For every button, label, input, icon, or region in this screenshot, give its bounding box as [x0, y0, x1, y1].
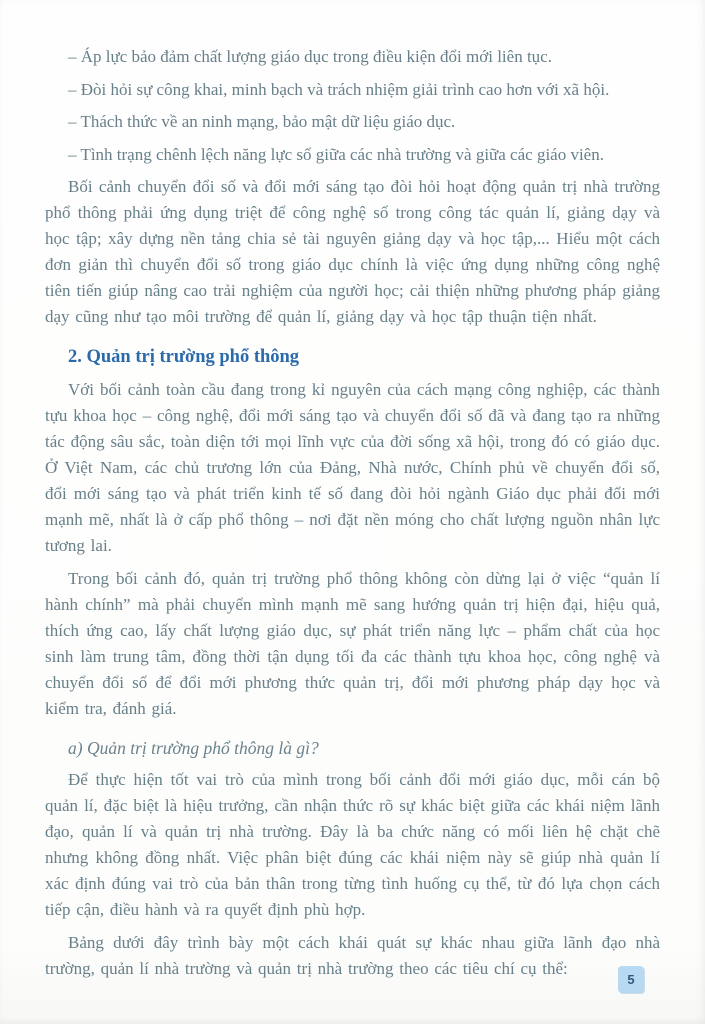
- subsection-heading-what-is-governance: a) Quản trị trường phổ thông là gì?: [68, 738, 319, 758]
- paragraph-manager-roles: Để thực hiện tốt vai trò của mình trong bối cảnh đổi mới giáo dục, mỗi cán bộ quản lí, đặc biệt là hiệu trưởng, cần nhận thức rõ sự khác biệt giữa các khái niệm lãnh đạo, quản lí và quản trị nhà trường. Đây là ba chức năng có mối liên hệ chặt chẽ nhưng không đồng nhất. Việc phân biệt đúng các khái niệm này sẽ giúp nhà quản lí xác định đúng vai trò của bản thân trong từng tình huống cụ thể, từ đó lựa chọn cách tiếp cận, điều hành và ra quyết định phù hợp.: [45, 770, 660, 919]
- paragraph-governance-shift: Trong bối cảnh đó, quản trị trường phổ thông không còn dừng lại ở việc “quản lí hành chính” mà phải chuyển mình mạnh mẽ sang hướng quản trị hiện đại, hiệu quả, thích ứng cao, lấy chất lượng giáo dục, sự phát triển năng lực – phẩm chất của học sinh làm trung tâm, đồng thời tận dụng tối đa các thành tựu khoa học, công nghệ và chuyển đổi số để đổi mới phương thức quản trị, đổi mới phương pháp dạy học và kiểm tra, đánh giá.: [45, 569, 660, 718]
- paragraph-table-intro: Bảng dưới đây trình bày một cách khái quát sự khác nhau giữa lãnh đạo nhà trường, quản lí nhà trường và quản trị nhà trường theo các tiêu chí cụ thể:: [45, 933, 660, 978]
- bullet-item-digital-gap: – Tình trạng chênh lệch năng lực số giữa các nhà trường và giữa các giáo viên.: [68, 144, 604, 164]
- page-number-badge: 5: [618, 966, 644, 993]
- bullet-item-cybersecurity: – Thách thức về an ninh mạng, bảo mật dữ liệu giáo dục.: [68, 112, 456, 131]
- paragraph-digital-transformation-intro: Bối cảnh chuyển đổi số và đổi mới sáng tạo đòi hỏi hoạt động quản trị nhà trường phổ thông phải ứng dụng triệt để công nghệ số trong công tác quản lí, giảng dạy và học tập; xây dựng nền tảng chia sẻ tài nguyên giảng dạy và học tập,... Hiểu một cách đơn giản thì chuyển đổi số trong giáo dục chính là việc ứng dụng những công nghệ tiên tiến giúp nâng cao trải nghiệm của người học; cải thiện những phương pháp giảng dạy cũng như tạo môi trường để quản lí, giảng dạy và học tập thuận tiện nhất.: [45, 177, 660, 326]
- paragraph-global-context: Với bối cảnh toàn cầu đang trong kỉ nguyên của cách mạng công nghiệp, các thành tựu khoa học – công nghệ, đổi mới sáng tạo và chuyển đổi số đã và đang tạo ra những tác động sâu sắc, toàn diện tới mọi lĩnh vực của đời sống xã hội, trong đó có giáo dục. Ở Việt Nam, các chủ trương lớn của Đảng, Nhà nước, Chính phủ về chuyển đổi số, đổi mới sáng tạo và phát triển kinh tế số đang đòi hỏi ngành Giáo dục phải đổi mới mạnh mẽ, nhất là ở cấp phổ thông – nơi đặt nền móng cho chất lượng nguồn nhân lực tương lai.: [45, 380, 660, 555]
- section-heading-school-governance: 2. Quản trị trường phổ thông: [68, 347, 300, 367]
- bullet-item-transparency: – Đòi hỏi sự công khai, minh bạch và trách nhiệm giải trình cao hơn với xã hội.: [68, 79, 610, 99]
- bullet-item-quality-pressure: – Áp lực bảo đảm chất lượng giáo dục trong điều kiện đổi mới liên tục.: [68, 47, 552, 66]
- page-content: [45, 44, 660, 982]
